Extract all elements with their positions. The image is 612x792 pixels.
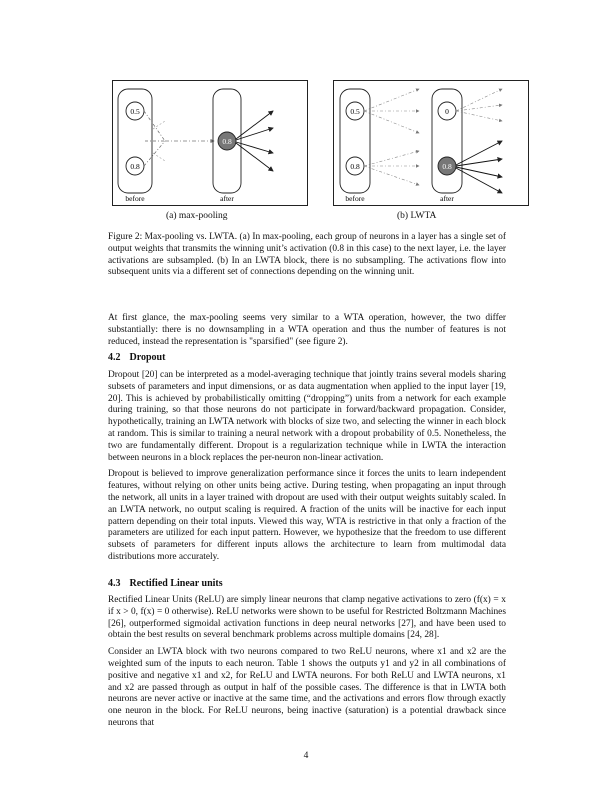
figure-panel-max-pooling xyxy=(112,80,308,206)
figure-caption: Figure 2: Max-pooling vs. LWTA. (a) In max-pooling, each group of neurons in a layer has a single set of output weights that transmits the winning unit’s activation (0.8 in this case) to the next layer, i.e. the layer activations are subsampled. (b) In an LWTA block, there is no subsampling. The activations flow into subsequent units via a different set of connections depending on the winning unit. xyxy=(108,232,506,278)
subcaption-a: (a) max-pooling xyxy=(166,211,228,221)
dropout-paragraph-1: Dropout [20] can be interpreted as a model-averaging technique that jointly trains several models sharing subsets of parameters and input dimensions, or as data augmentation when applied to the input layer [19, 20]. This is achieved by probabilistically omitting (“dropping”) units from a network for each example during training, so that those neurons do not participate in forward/backward propagation. Consider, hypothetically, training an LWTA network with blocks of size two, and selecting the winner in each block at random. This is similar to training a neural network with a dropout probability of 0.5. Nonetheless, the two are fundamentally different. Dropout is a regularization technique while in LWTA the interaction between neurons in a block replaces the per-neuron non-linear activation. xyxy=(108,370,506,463)
section-number: 4.3 xyxy=(108,578,121,589)
before-label: before xyxy=(345,194,365,203)
relu-paragraph-2: Consider an LWTA block with two neurons compared to two ReLU neurons, where x1 and x2 are the weighted sum of the inputs to each neuron. Table 1 shows the outputs y1 and y2 in all combinations of positive and negative x1 and x2, for ReLU and LWTA neurons. For both ReLU and LWTA neurons, x1 and x2 are passed through as output in half of the possible cases. The difference is that in LWTA both neurons are never active or inactive at the same time, and the activations and errors flow through exactly one neuron in the block. For ReLU neurons, being inactive (saturation) is a potential drawback since neurons that xyxy=(108,647,506,728)
relu-paragraph-1: Rectified Linear Units (ReLU) are simply linear neurons that clamp negative activations to zero (f(x) = x if x > 0, f(x) = 0 otherwise). ReLU networks were shown to be useful for Restricted Boltzmann Machines [26], outperformed sigmoidal activation functions in deep neural networks [27], and have been used to obtain the best results on several benchmark problems across multiple domains [24, 28]. xyxy=(108,595,506,641)
page-number: 4 xyxy=(303,751,309,761)
section-title: Rectified Linear units xyxy=(129,578,223,589)
subcaption-b: (b) LWTA xyxy=(397,211,437,221)
intro-text: At first glance, the max-pooling seems very similar to a WTA operation, however, the two differ substantially: there is no downsampling in a WTA operation and thus the number of features is not reduced, instead the representation is "sparsified" (see figure 2). xyxy=(108,313,506,347)
dropout-paragraph-2: Dropout is believed to improve generalization performance since it forces the units to learn independent features, without relying on other units being active. During testing, when propagating an input through the network, all units in a layer trained with dropout are used with their output weights suitably scaled. In an LWTA network, no output scaling is required. A fraction of the units will be inactive for each input pattern depending on their total inputs. Viewed this way, WTA is restrictive in that only a fraction of the parameters are utilized for each input pattern. However, we hypothesize that the freedom to use different subsets of parameters for different inputs allows the architecture to learn from multimodal data distributions more accurately. xyxy=(108,469,506,562)
before-label: before xyxy=(125,194,145,203)
section-number: 4.2 xyxy=(108,352,121,363)
pool-line-top xyxy=(144,111,165,141)
lwta-diagram xyxy=(334,81,528,205)
neuron-bottom-label: 0.8 xyxy=(350,162,360,171)
section-title: Dropout xyxy=(129,352,166,363)
after-label: after xyxy=(220,194,234,203)
neuron-top-label: 0.5 xyxy=(350,107,360,116)
section-heading-relu xyxy=(108,578,223,589)
relu-section-body xyxy=(108,595,506,735)
dropout-section-body xyxy=(108,370,506,569)
figure-panel-lwta xyxy=(333,80,529,206)
neuron-bottom-label: 0.8 xyxy=(130,162,140,171)
max-pooling-diagram xyxy=(113,81,307,205)
neuron-top-label: 0.5 xyxy=(130,107,140,116)
winner-label: 0.8 xyxy=(222,137,232,146)
intro-paragraph xyxy=(108,313,506,353)
pool-line-bottom xyxy=(144,141,165,166)
section-heading-dropout xyxy=(108,352,165,363)
inactive-neuron-label: 0 xyxy=(445,107,449,116)
winner-label: 0.8 xyxy=(442,162,452,171)
after-label: after xyxy=(440,194,454,203)
